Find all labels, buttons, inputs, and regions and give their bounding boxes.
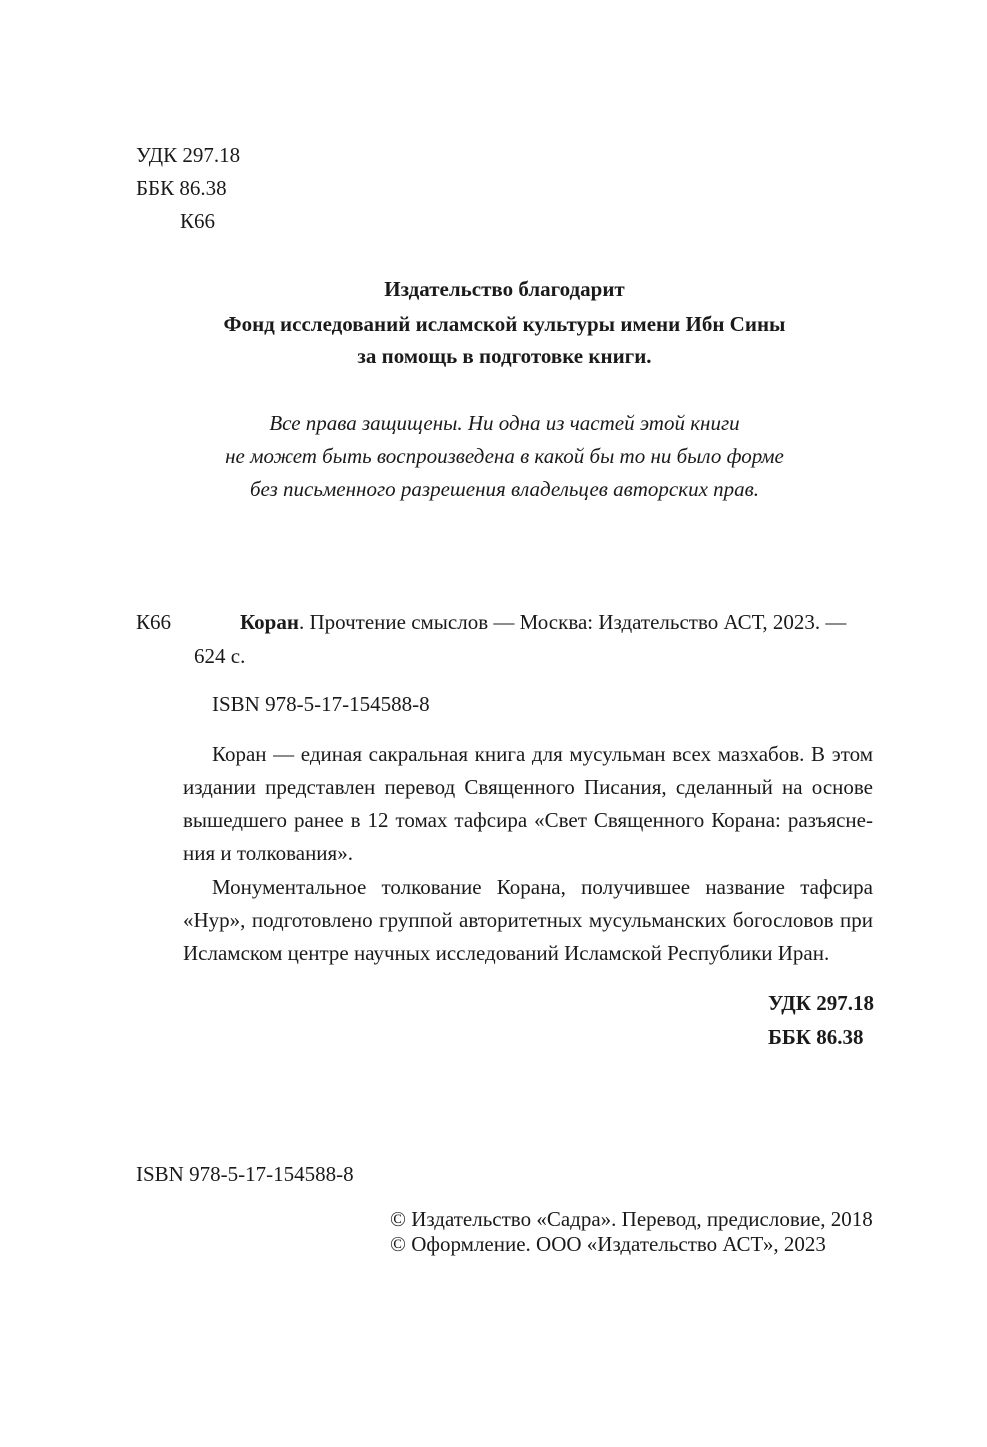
bib-isbn: ISBN 978-5-17-154588-8 — [212, 692, 430, 716]
annotation-p1-line-2: издании представлен перевод Священного Писания, сделанный на основе — [183, 775, 873, 799]
udk-code: УДК 297.18 — [136, 143, 241, 167]
bottom-bbk-code: ББК 86.38 — [768, 1025, 864, 1049]
annotation-p1-line-3: вышедшего ранее в 12 томах тафсира «Свет Священного Корана: разъясне- — [183, 808, 873, 832]
copyright-line-2: © Оформление. ООО «Издательство АСТ», 2023 — [390, 1232, 826, 1256]
annotation-p2-line-3: Исламском центре научных исследований Исламской Республики Иран. — [183, 941, 830, 965]
bib-title: Коран — [240, 610, 299, 634]
bib-title-line — [240, 612, 846, 633]
acknowledgement-line-2: Фонд исследований исламской культуры имени Ибн Сины — [223, 312, 786, 336]
bbk-code: ББК 86.38 — [136, 176, 227, 200]
copyright-line-1: © Издательство «Садра». Перевод, предисловие, 2018 — [390, 1207, 873, 1231]
annotation-paragraph-2 — [183, 871, 873, 970]
acknowledgement-line-3: за помощь в подготовке книги. — [357, 344, 652, 368]
annotation-p2-line-1: Монументальное толкование Корана, получившее название тафсира — [212, 875, 873, 899]
bib-author-mark: К66 — [136, 610, 172, 634]
annotation-p1-line-1: Коран — единая сакральная книга для мусульман всех мазхабов. В этом — [212, 742, 873, 766]
annotation-p2-line-2: «Нур», подготовлено группой авторитетных мусульманских богословов при — [183, 908, 873, 932]
rights-notice-line-3: без письменного разрешения владельцев авторских прав. — [249, 477, 760, 501]
rights-notice-line-2: не может быть воспроизведена в какой бы то ни было форме — [225, 444, 784, 468]
annotation-paragraph-1 — [183, 738, 873, 870]
acknowledgement-line-1: Издательство благодарит — [384, 277, 625, 301]
author-mark: К66 — [180, 209, 216, 233]
rights-notice-line-1: Все права защищены. Ни одна из частей этой книги — [269, 411, 740, 435]
bib-pages: 624 с. — [194, 644, 246, 668]
bib-description: . Прочтение смыслов — Москва: Издательство АСТ, 2023. — — [298, 610, 847, 634]
bottom-udk-code: УДК 297.18 — [768, 991, 874, 1015]
annotation-p1-line-4: ния и толкования». — [183, 841, 353, 865]
footer-isbn: ISBN 978-5-17-154588-8 — [136, 1162, 354, 1186]
